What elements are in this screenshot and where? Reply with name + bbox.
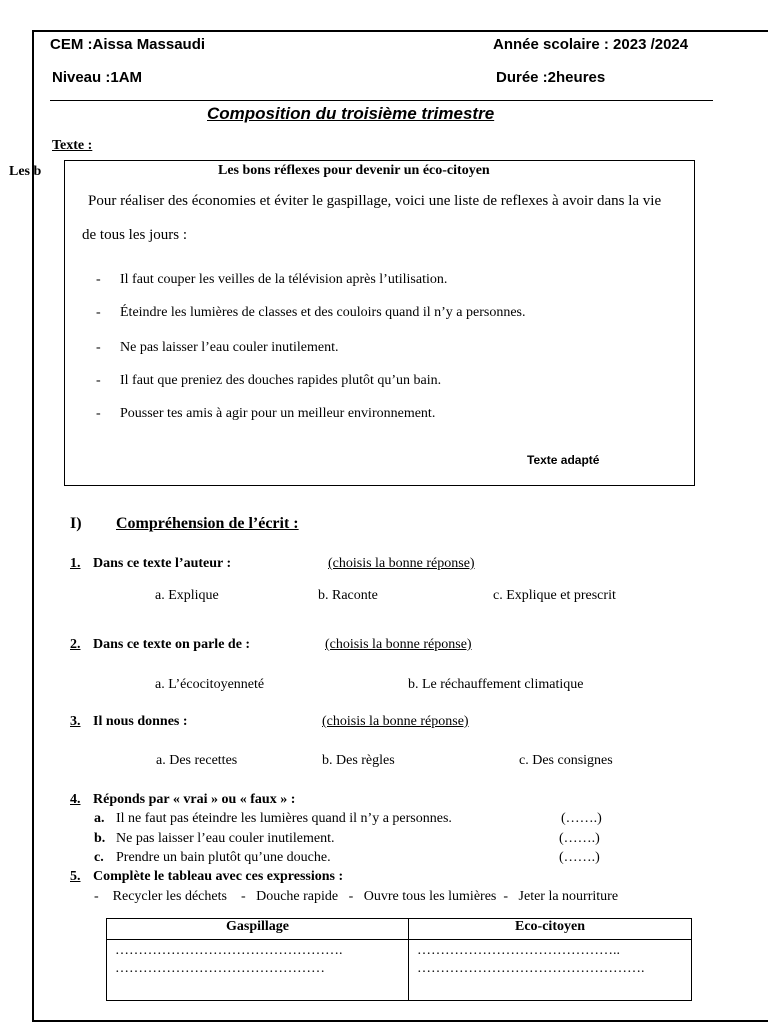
q4-number: 4.: [70, 792, 81, 807]
q4-item-blank[interactable]: (…….): [561, 811, 602, 826]
bullet-dash: -: [96, 340, 101, 355]
q2-hint: (choisis la bonne réponse): [325, 637, 472, 652]
stray-fragment: Les b: [9, 164, 42, 179]
passage-bullet: Pousser tes amis à agir pour un meilleur environnement.: [120, 406, 436, 421]
bullet-dash: -: [96, 305, 101, 320]
q3-text: Il nous donnes :: [93, 714, 188, 729]
q5-number: 5.: [70, 869, 81, 884]
q4-item-text: Il ne faut pas éteindre les lumières quand il n’y a personnes.: [116, 811, 452, 826]
passage-heading: Les bons réflexes pour devenir un éco-citoyen: [218, 163, 490, 178]
table-header-gaspillage: Gaspillage: [107, 919, 409, 940]
q1-text: Dans ce texte l’auteur :: [93, 556, 232, 571]
q5-expressions: - Recycler les déchets - Douche rapide - Ouvre tous les lumières - Jeter la nourriture: [94, 889, 619, 904]
school-year: Année scolaire : 2023 /2024: [493, 36, 689, 53]
q4-text: Réponds par « vrai » ou « faux » :: [93, 792, 296, 807]
q1-option-b: b. Raconte: [318, 588, 378, 603]
table-header-eco-citoyen: Eco-citoyen: [409, 919, 692, 940]
q4-item-text: Prendre un bain plutôt qu’une douche.: [116, 850, 331, 865]
answer-line: ……………………………………..: [417, 943, 620, 958]
passage-intro-line2: de tous les jours :: [82, 227, 187, 243]
gaspillage-answer-cell[interactable]: [107, 940, 409, 1001]
q5-text: Complète le tableau avec ces expressions :: [93, 869, 344, 884]
exam-duration: Durée :2heures: [496, 69, 606, 86]
eco-citoyen-answer-cell[interactable]: [409, 940, 692, 1001]
q2-option-a: a. L’écocitoyenneté: [155, 677, 265, 692]
q1-hint: (choisis la bonne réponse): [328, 556, 475, 571]
bullet-dash: -: [96, 272, 101, 287]
q4-item-blank[interactable]: (…….): [559, 831, 600, 846]
q3-option-b: b. Des règles: [322, 753, 395, 768]
answer-table: [106, 918, 692, 1001]
answer-line: ………………………………………….: [115, 943, 343, 958]
passage-source: Texte adapté: [527, 453, 600, 467]
q2-option-b: b. Le réchauffement climatique: [408, 677, 584, 692]
text-label: Texte :: [52, 138, 93, 153]
q2-text: Dans ce texte on parle de :: [93, 637, 251, 652]
header-divider: [50, 100, 713, 101]
page-title: Composition du troisième trimestre: [207, 104, 495, 123]
bullet-dash: -: [96, 406, 101, 421]
section-number: I): [70, 515, 82, 532]
q1-option-c: c. Explique et prescrit: [493, 588, 616, 603]
q4-item-letter: a.: [94, 811, 105, 826]
q4-item-letter: b.: [94, 831, 106, 846]
q4-item-text: Ne pas laisser l’eau couler inutilement.: [116, 831, 335, 846]
passage-bullet: Ne pas laisser l’eau couler inutilement.: [120, 340, 339, 355]
q3-option-a: a. Des recettes: [156, 753, 238, 768]
passage-intro-line1: Pour réaliser des économies et éviter le gaspillage, voici une liste de reflexes à avoir dans la vie: [88, 193, 662, 209]
section-title: Compréhension de l’écrit :: [116, 515, 299, 532]
q3-number: 3.: [70, 714, 81, 729]
q4-item-blank[interactable]: (…….): [559, 850, 600, 865]
answer-line: ………………………………………: [115, 961, 325, 976]
bullet-dash: -: [96, 373, 101, 388]
passage-bullet: Éteindre les lumières de classes et des couloirs quand il n’y a personnes.: [120, 305, 526, 320]
q3-option-c: c. Des consignes: [519, 753, 613, 768]
school-name: CEM :Aissa Massaudi: [50, 36, 206, 53]
class-level: Niveau :1AM: [52, 69, 143, 86]
q1-option-a: a. Explique: [155, 588, 219, 603]
q1-number: 1.: [70, 556, 81, 571]
passage-bullet: Il faut que preniez des douches rapides plutôt qu’un bain.: [120, 373, 442, 388]
q3-hint: (choisis la bonne réponse): [322, 714, 469, 729]
q4-item-letter: c.: [94, 850, 104, 865]
answer-line: ………………………………………….: [417, 961, 645, 976]
q2-number: 2.: [70, 637, 81, 652]
passage-bullet: Il faut couper les veilles de la télévision après l’utilisation.: [120, 272, 448, 287]
